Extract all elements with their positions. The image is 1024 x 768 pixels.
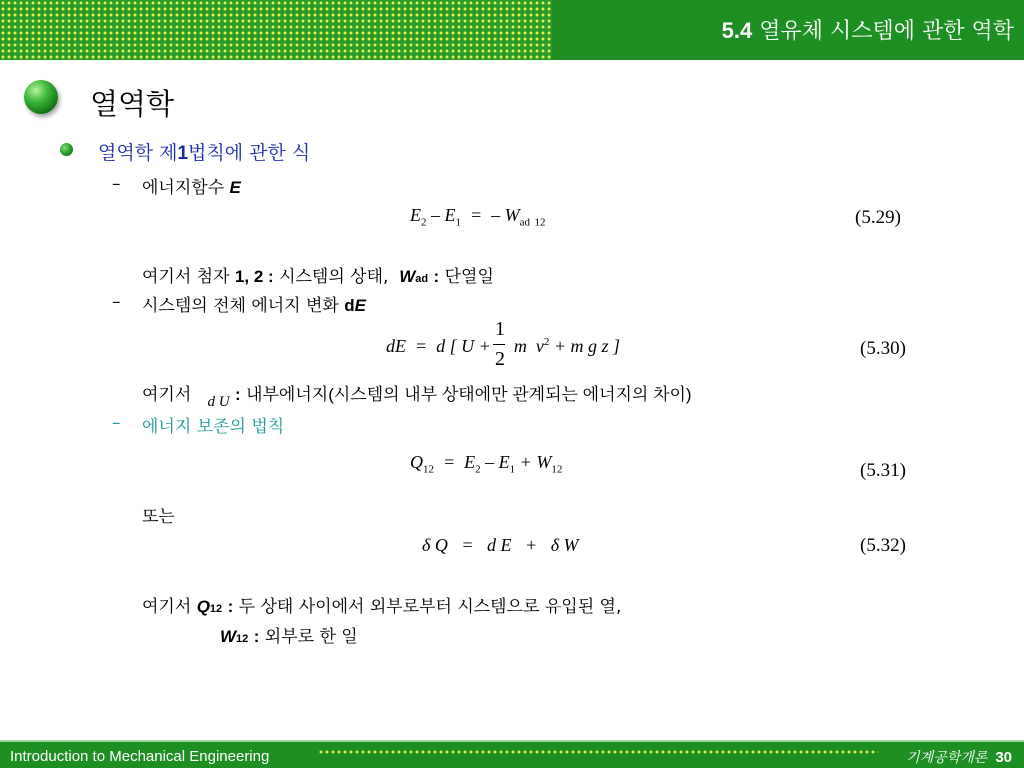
eq-sub: ad: [519, 216, 531, 229]
note-subscript: ad: [415, 273, 429, 285]
footer-course-name: 기계공학개론: [906, 750, 988, 766]
eq-term: Q: [410, 452, 423, 472]
note-text: 시스템의 상태,: [279, 267, 389, 287]
bullet-dot-icon: [60, 143, 73, 156]
eq-sub: 1: [509, 463, 516, 476]
note-paren: (시스템의 내부 상태에만 관계되는 에너지의 차이): [328, 385, 692, 404]
dash-marker: –: [112, 292, 121, 312]
equation-number: (5.29): [855, 207, 901, 228]
eq-sub: 2: [421, 216, 427, 229]
note-colon: :: [433, 267, 440, 286]
eq-op: ]: [613, 336, 621, 356]
or-text: 또는: [142, 507, 175, 527]
fraction-numerator: 1: [495, 318, 505, 340]
eq-sub: 12: [534, 216, 546, 229]
note-text: 두 상태 사이에서 외부로부터 시스템으로 유입된 열,: [238, 597, 622, 617]
dash-marker: –: [112, 413, 121, 433]
bullet-heading: [98, 138, 310, 165]
section-title: 열역학: [90, 87, 175, 121]
item-var: d: [344, 296, 355, 315]
bullet-heading-pre: 열역학 제: [98, 142, 178, 164]
eq-op: –: [431, 205, 440, 225]
eq-op: +: [553, 336, 566, 356]
eq-sub: 12: [423, 463, 434, 476]
note-text: 여기서: [142, 597, 192, 617]
header-dot-pattern: [0, 0, 552, 60]
item-energy-conservation: 에너지 보존의 법칙: [142, 417, 285, 437]
eq-term: U: [461, 336, 475, 356]
footer-course-title: Introduction to Mechanical Engineering: [10, 748, 270, 765]
eq-op: –: [485, 452, 495, 472]
eq-op: =: [443, 452, 456, 472]
equation-5-29: [410, 205, 546, 229]
eq-term: m g z: [570, 336, 609, 356]
item-label: 에너지함수: [142, 178, 225, 198]
bullet-heading-post: 법칙에 관한 식: [188, 142, 311, 164]
fraction-denominator: 2: [495, 348, 505, 370]
item-energy-function: [142, 173, 241, 198]
note-subscript: 12: [236, 633, 249, 645]
note-text: 여기서 첨자: [142, 267, 230, 287]
eq-op: +: [519, 452, 532, 472]
note-index: 1, 2 :: [234, 267, 274, 286]
eq-term: v: [535, 336, 544, 356]
equation-5-32: [422, 535, 579, 556]
slide-title-number: 5.4: [721, 18, 753, 43]
note-colon: :: [235, 385, 241, 404]
note-text: 단열일: [444, 267, 494, 287]
equation-number: (5.32): [860, 535, 906, 556]
note-heat: [142, 592, 621, 617]
eq-term: d E: [487, 535, 512, 555]
eq-op: =: [461, 535, 474, 555]
note-colon: :: [253, 627, 260, 646]
note-text: 외부로 한 일: [264, 627, 358, 647]
note-work: [220, 622, 358, 647]
eq-op: +: [478, 336, 491, 356]
footer-page-info: [906, 747, 1012, 767]
eq-op: =: [415, 336, 428, 356]
item-var: E: [354, 296, 366, 315]
note-text: 여기서: [142, 385, 192, 405]
equation-5-31: [410, 452, 562, 476]
item-total-energy-change: [142, 291, 366, 316]
eq-op: +: [525, 535, 538, 555]
item-label: 시스템의 전체 에너지 변화: [142, 296, 339, 316]
item-var: E: [229, 178, 241, 197]
note-symbol: W: [399, 267, 416, 286]
eq-term: E: [464, 452, 476, 472]
note-symbol: Q: [196, 597, 210, 616]
eq-term: dE: [386, 336, 406, 356]
note-symbol: W: [220, 627, 237, 646]
eq-sup: 2: [543, 336, 550, 348]
note-subscript: 12: [209, 603, 223, 615]
eq-term: E: [410, 205, 421, 225]
note-states: [142, 262, 494, 287]
eq-term: E: [498, 452, 510, 472]
eq-term: d: [436, 336, 446, 356]
eq-sub: 12: [551, 463, 563, 476]
slide-title: [722, 14, 1014, 45]
bullet-heading-num: 1: [177, 143, 189, 164]
note-text: 내부에너지: [246, 385, 329, 405]
note-colon: :: [227, 597, 234, 616]
equation-number: (5.30): [860, 338, 906, 359]
eq-sub: 1: [455, 216, 461, 229]
eq-term: E: [444, 205, 456, 225]
eq-term: δ W: [550, 535, 579, 555]
eq-op: [: [449, 336, 457, 356]
note-internal-energy: [142, 380, 692, 410]
eq-term: W: [536, 452, 552, 472]
fraction-bar: [493, 344, 505, 345]
slide-title-text: 열유체 시스템에 관한 역학: [759, 19, 1014, 44]
footer-dot-pattern: [318, 742, 878, 768]
equation-number: (5.31): [860, 460, 906, 481]
eq-term: W: [504, 205, 520, 225]
note-symbol: d U: [207, 394, 230, 410]
eq-term: m: [513, 336, 527, 356]
eq-op: =: [470, 205, 483, 225]
dash-marker: –: [112, 174, 121, 194]
page-number: 30: [995, 749, 1012, 766]
eq-sub: 2: [475, 463, 481, 476]
eq-op: –: [491, 205, 501, 225]
green-ball-icon: [24, 80, 58, 114]
eq-term: δ Q: [422, 535, 448, 555]
